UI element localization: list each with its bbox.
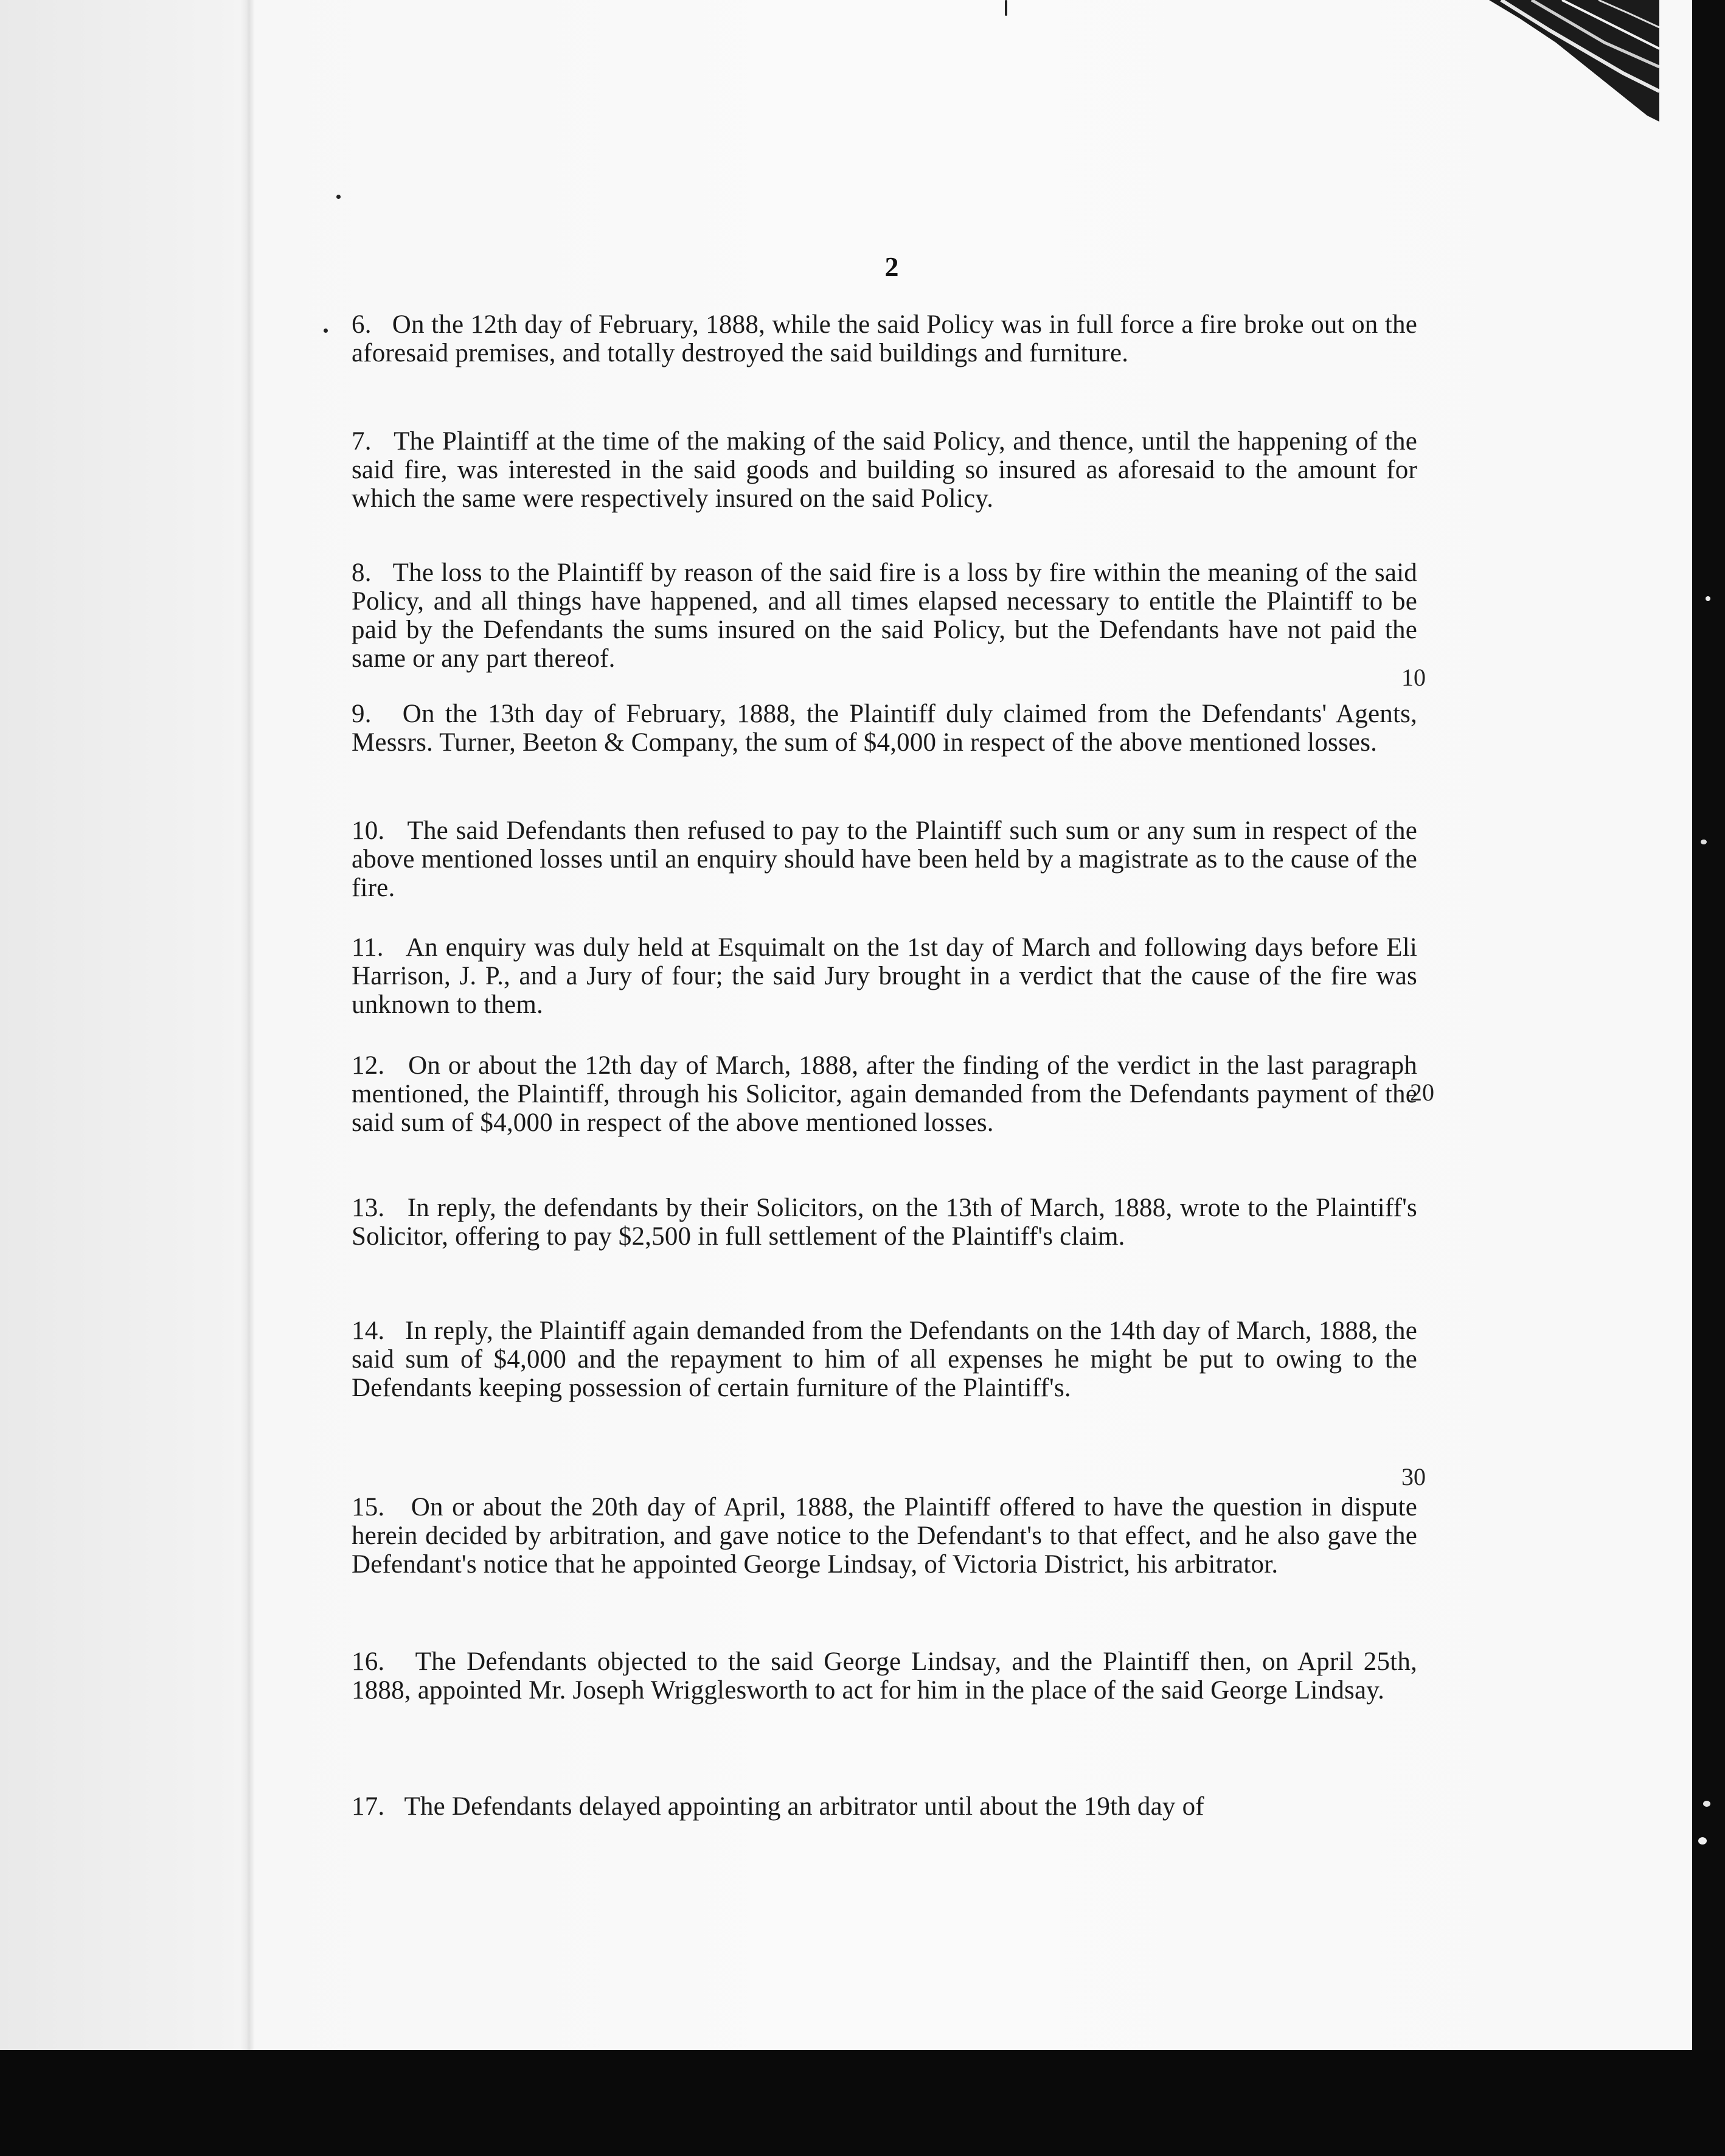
paragraph-number: 10. — [352, 816, 385, 845]
scan-edge-right — [1692, 0, 1725, 2050]
scan-edge-bottom — [0, 2050, 1725, 2156]
paragraph-text: On or about the 12th day of March, 1888, after the finding of the verdict in the last paragraph mentioned, the Plaintiff, through his Solicitor, again demanded from the Defendants payment of the said sum of $4,000 in respect of the above mentioned losses. — [352, 1051, 1417, 1137]
paragraph-text: The Defendants objected to the said George Lindsay, and the Plaintiff then, on April 25th, 1888, appointed Mr. Joseph Wrigglesworth to act for him in the place of the said George Lindsay. — [352, 1647, 1418, 1705]
paragraph-8 — [352, 558, 1417, 673]
paragraph-6 — [352, 310, 1417, 367]
paragraph-text: In reply, the defendants by their Solicitors, on the 13th of March, 1888, wrote to the Plaintiff's Solicitor, offering to pay $2,500 in full settlement of the Plaintiff's claim. — [352, 1194, 1417, 1251]
paragraph-text: The Defendants delayed appointing an arbitrator until about the 19th day of — [404, 1792, 1204, 1821]
line-number-10: 10 — [1401, 664, 1426, 691]
paragraph-9 — [352, 700, 1417, 757]
paragraph-text: On the 12th day of February, 1888, while the said Policy was in full force a fire broke out on the aforesaid premises, and totally destroyed the said buildings and furniture. — [352, 310, 1417, 367]
paragraph-14 — [352, 1316, 1417, 1402]
paragraph-number: 16. — [352, 1647, 385, 1676]
paragraph-12 — [352, 1051, 1417, 1137]
paragraph-text: In reply, the Plaintiff again demanded from the Defendants on the 14th day of March, 1888, the said sum of $4,000 and the repayment to him of all expenses he might be put to owing to the Defendants keeping possession of certain furniture of the Plaintiff's. — [352, 1316, 1417, 1402]
paragraph-10 — [352, 816, 1417, 902]
line-number-20: 20 — [1410, 1079, 1434, 1106]
paragraph-11 — [352, 933, 1417, 1019]
paragraph-text: The said Defendants then refused to pay to the Plaintiff such sum or any sum in respect of the above mentioned losses until an enquiry should have been held by a magistrate as to the cause of the fire. — [352, 816, 1417, 902]
paragraph-number: 17. — [352, 1792, 385, 1821]
paragraph-number: 15. — [352, 1493, 385, 1521]
paragraph-number: 6. — [352, 310, 372, 339]
paragraph-text: The loss to the Plaintiff by reason of the said fire is a loss by fire within the meaning of the said Policy, and all things have happened, and all times elapsed necessary to entitle the Plaintiff to be paid by the Defendants the sums insured on the said Policy, but the Defendants have not paid the same or any part thereof. — [352, 558, 1417, 673]
speck-mark — [1005, 0, 1007, 16]
speck-mark — [336, 195, 341, 199]
paragraph-7 — [352, 427, 1417, 513]
speck-mark — [1703, 1801, 1710, 1807]
speck-mark — [1701, 840, 1707, 844]
speck-mark — [1698, 1837, 1707, 1845]
speck-mark — [324, 329, 328, 333]
speck-mark — [1706, 596, 1710, 601]
paragraph-13 — [352, 1194, 1417, 1251]
page-number: 2 — [884, 251, 899, 282]
torn-corner-graphic — [1465, 0, 1659, 122]
paragraph-number: 8. — [352, 558, 372, 587]
paragraph-number: 7. — [352, 427, 372, 456]
paragraph-number: 11. — [352, 933, 384, 962]
paragraph-number: 12. — [352, 1051, 385, 1080]
paragraph-text: On the 13th day of February, 1888, the Plaintiff duly claimed from the Defendants' Agents, Messrs. Turner, Beeton & Company, the sum of $4,000 in respect of the above mentioned losses. — [352, 700, 1417, 757]
paragraph-16 — [352, 1647, 1417, 1705]
paragraph-number: 14. — [352, 1316, 385, 1345]
paragraph-text: The Plaintiff at the time of the making of the said Policy, and thence, until the happening of the said fire, was interested in the said goods and building so insured as aforesaid to the amount for which the same were respectively insured on the said Policy. — [352, 427, 1417, 513]
paragraph-text: On or about the 20th day of April, 1888, the Plaintiff offered to have the question in dispute herein decided by arbitration, and gave notice to the Defendant's to that effect, and he also gave the Defendant's notice that he appointed George Lindsay, of Victoria District, his arbitrator. — [352, 1493, 1417, 1579]
paragraph-17 — [352, 1792, 1417, 1821]
paragraph-15 — [352, 1493, 1417, 1579]
page-gutter-shadow — [240, 0, 255, 2050]
paragraph-number: 9. — [352, 700, 372, 728]
paragraph-number: 13. — [352, 1194, 385, 1222]
line-number-30: 30 — [1401, 1463, 1426, 1490]
paragraph-text: An enquiry was duly held at Esquimalt on the 1st day of March and following days before Eli Harrison, J. P., and a Jury of four; the said Jury brought in a verdict that the cause of the fire was unknown to them. — [352, 933, 1417, 1019]
